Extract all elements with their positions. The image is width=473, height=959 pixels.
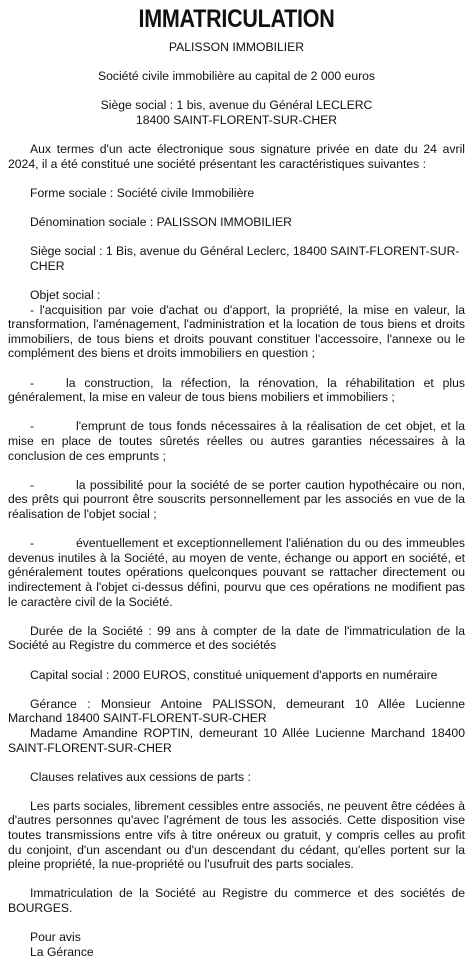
transfer-clauses-label: Clauses relatives aux cessions de parts : (30, 769, 251, 784)
la-gerance: La Gérance (30, 944, 94, 959)
objet-item-1: - l'acquisition par voie d'achat ou d'apport, la propriété, la mise en valeur, la transformation, l'aménagement, l'administration et la location de tous biens et droits immobiliers, de tous biens et droits pouvant constituer l'accessoire, l'annexe ou le complément des biens et droits immobiliers en question ; (8, 302, 465, 361)
management-1: Gérance : Monsieur Antoine PALISSON, demeurant 10 Allée Lucienne Marchand 18400 SAINT-FLORENT-SUR-CHER (8, 696, 465, 726)
share-capital: Capital social : 2000 EUROS, constitué uniquement d'apports en numéraire (30, 667, 438, 682)
objet-item-3 (8, 419, 465, 463)
management-2: Madame Amandine ROPTIN, demeurant 10 Allée Lucienne Marchand 18400 SAINT-FLORENT-SUR-CHER (8, 725, 465, 755)
registered-office-line2: 18400 SAINT-FLORENT-SUR-CHER (135, 112, 338, 127)
intro-paragraph: Aux termes d'un acte électronique sous signature privée en date du 24 avril 2024, il a été constitué une société présentant les caractéristiques suivantes : (8, 142, 465, 171)
signature-block (8, 930, 465, 959)
transfer-clauses: Les parts sociales, librement cessibles entre associés, ne peuvent être cédées à d'autres personnes qu'avec l'agrément de tous les associés. Cette disposition vise toutes transmissions entre vifs à titre onéreux ou gratuit, y compris celles au profit du conjoint, d'un ascendant ou d'un descendant du cédant, qu'elles portent sur la pleine propriété, la nue-propriété ou l'usufruit des parts sociales. (8, 798, 465, 872)
objet-item-4-text: la possibilité pour la société de se porter caution hypothécaire ou non, des prêts qui pourront être souscrits personnellement par les associés en vue de la réalisation de l'objet social ; (8, 477, 465, 521)
capital-line: Société civile immobilière au capital de 2 000 euros (97, 69, 376, 84)
company-duration: Durée de la Société : 99 ans à compter de la date de l'immatriculation de la Société au Registre du commerce et des sociétés (8, 623, 465, 653)
objet-item-5 (8, 536, 465, 609)
dash-marker: - (30, 375, 35, 390)
objet-item-2 (8, 376, 465, 405)
dash-marker: - (30, 419, 35, 434)
legal-form: Forme sociale : Société civile Immobilière (30, 185, 255, 200)
pour-avis: Pour avis (30, 930, 81, 945)
objet-item-4 (8, 478, 465, 522)
objet-item-3-text: l'emprunt de tous fonds nécessaires à la réalisation de cet objet, et la mise en place de toutes sûretés réelles ou autres garanties nécessaires à la conclusion de ces emprunts ; (8, 419, 465, 463)
company-name: PALISSON IMMOBILIER (168, 40, 305, 54)
company-denomination: Dénomination sociale : PALISSON IMMOBILIER (30, 215, 292, 230)
objet-item-5-text: éventuellement et exceptionnellement l'aliénation du ou des immeubles devenus inutiles à la Société, au moyen de vente, échange ou apport en société, et généralement toutes opérations quelconques pouvant se rattacher directement ou indirectement à l'objet ci-dessus défini, pourvu que ces opérations ne modifient pas le caractère civil de la Société. (8, 536, 465, 609)
head-office: Siège social : 1 Bis, avenue du Général Leclerc, 18400 SAINT-FLORENT-SUR-CHER (30, 244, 460, 273)
objet-item-2-text: la construction, la réfection, la rénovation, la réhabilitation et plus généralement, la mise en valeur de tous biens mobiliers et immobiliers ; (8, 375, 465, 405)
registered-office (8, 98, 465, 127)
registered-office-line1: Siège social : 1 bis, avenue du Général LECLERC (100, 98, 373, 113)
dash-marker: - (30, 536, 35, 551)
notice-title: IMMATRICULATION (138, 5, 335, 33)
dash-marker: - (30, 477, 35, 492)
registration-court: Immatriculation de la Société au Registre du commerce et des sociétés de BOURGES. (8, 886, 465, 916)
objet-label: Objet social : (30, 288, 101, 303)
